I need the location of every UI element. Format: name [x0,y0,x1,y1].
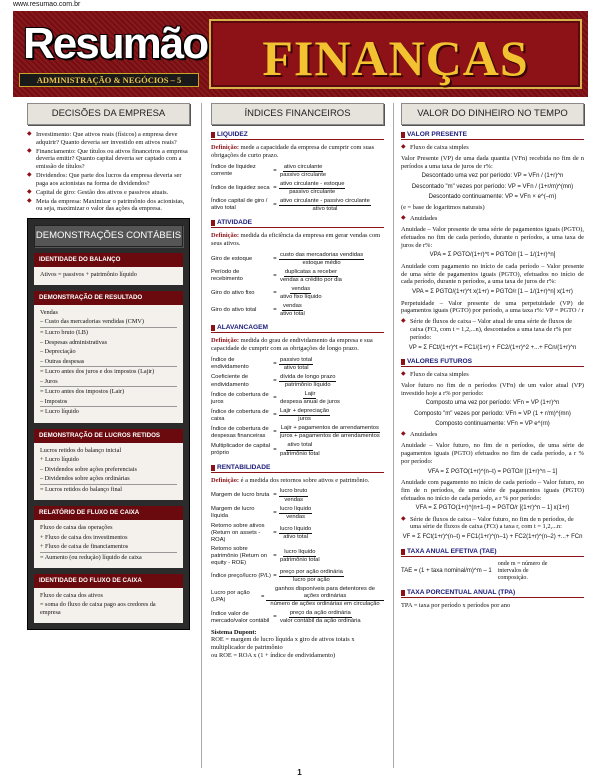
ratio-label: Giro do ativo total [211,307,257,314]
list-item: ◆ Investimento: Que ativos reais (físicos) a empresa deve adquirir? Quanto deveria ser investido em ativos reais? [27,131,190,147]
paragraph: Anuidade com pagamento no início de cada período – Valor presente de uma série de pagamentos iguais (PGTO), efetuados no início de cada período, durante n períodos, a uma taxa de juros de r%: [401,262,584,286]
ratio-formula: Retorno sobre patrimônio (Return on equity - ROE) = $\frac{\text{lucro líquido}}{\text{patrimônio total}}$ [211,545,320,566]
dupont-line: ou ROE = ROA x (1 + índice de endividamento) [211,651,336,659]
numerator: lucro líquido [279,506,312,514]
ratio-label: Margem de lucro líquida [211,506,255,520]
ratio-label: Índice de endividamento [211,357,249,371]
ratio-formula: Coeficiente de endividamento = $\frac{\text{dívida de longo prazo}}{\text{patrimônio líquido}}$ [211,373,336,389]
box-title: RELATÓRIO DE FLUXO DE CAIXA [34,506,183,520]
formula: VP = Σ FCt/(1+r)^t = FC1/(1+r) + FC2/(1+r)^2 +...+ FCn/(1+r)^n [408,344,577,351]
page-number: 1 [297,768,302,778]
fraction [279,252,364,267]
fraction [279,164,327,179]
paragraph: Anuidade com pagamento no início de cada período – Valor futuro, no fim de n períodos, de uma série de pagamentos iguais (PGTO) efetuados no início de cada período, a r % por período: [401,478,584,502]
column-indices [211,103,384,660]
header-banner [13,11,588,97]
alavancagem-formulas [211,357,384,458]
box-line: + Fluxo de caixa de financiamentos [40,542,177,553]
numerator: duplicatas a receber [284,269,338,277]
dupont-title: Sistema Dupont: [211,628,257,636]
box-title: DEMONSTRAÇÃO DE LUCROS RETIDOS [34,429,183,443]
fraction [279,506,312,521]
box-line: – Impostos [40,397,177,408]
column-divider [393,103,394,768]
box-line: + Lucro líquido [40,456,79,464]
logo-subtitle: ADMINISTRAÇÃO & NEGÓCIOS – 5 [19,73,199,87]
resultado-box [34,291,183,423]
box-line: – Despesas administrativas [40,338,108,346]
numerator: ativo circulante - passivo circulante [279,198,371,206]
tpa-line: TPA = taxa por período x períodos por ano [401,601,511,609]
paragraph: Anuidade – Valor presente de uma série de pagamentos iguais (PGTO), efetuados no fim de cada período, durante n períodos, a uma taxa de juros de r%: [401,226,584,249]
numerator: lucro bruto [279,488,308,496]
page-title: FINANÇAS [262,30,529,86]
definition-text: Definição: medida do grau de endividamento da empresa e sua capacidade de cumprir com as obrigações de longo prazo. [211,337,373,353]
fraction [279,425,381,440]
fluxo-box [34,506,183,568]
ratio-formula: Lucro por ação (LPA) = $\frac{\text{ganhos disponíveis para detentores de ações ordinárias}}{\text{número de ações ordinárias em circulação}}$ [211,586,384,608]
box-line: = Lucro bruto (LB) [40,328,88,336]
fraction [279,303,306,318]
ratio-formula: Giro do ativo total = $\frac{\text{vendas}}{\text{ativo total}}$ [211,303,305,318]
dupont-line: ROE = margem de lucro líquida x giro de ativos totais x multiplicador de patrimônio [211,636,355,652]
ratio-label: Índice de cobertura de juros [211,391,269,405]
ratio-formula: Giro do ativo fixo = $\frac{\text{vendas}}{\text{ativo fixo líquido}}$ [211,285,322,300]
ratio-formula: Margem de lucro líquida = $\frac{\text{lucro líquido}}{\text{vendas}}$ [211,505,312,520]
denominator: passivo circulante [289,188,336,195]
box-title: IDENTIDADE DO BALANÇO [34,253,183,267]
list-item: ◆ Dividendos: Que parte dos lucros da empresa deveria ser paga aos acionistas na forma de dividendos? [27,172,190,188]
numerator: vendas [290,286,311,294]
subheading-tpa: TAXA PORCENTUAL ANUAL (TPA) [401,589,584,598]
ratio-label: Índice de cobertura de despesas financeiras [211,425,269,439]
ratio-formula: Índice de cobertura de juros = $\frac{\text{Lajir}}{\text{despesa anual de juros}}$ [211,391,340,406]
ratio-label: Índice capital de giro / ativo total [211,198,268,212]
box-line: = soma do fluxo de caixa pago aos credores da empresa [40,601,156,616]
formula: Descontado "m" vezes por período: VP = VFn / (1+r/m)^(mn) [411,183,574,190]
denominator: ativo total [283,364,309,371]
formula: Composto continuamente: VFn = VP e^(rn) [435,421,550,427]
definition-text: Definição: é a medida dos retornos sobre ativos e patrimônio. [211,476,370,484]
paragraph: Valor Presente (VP) de uma dada quantia (VFn) recebida no fim de n períodos a uma taxa de juros de r%: [401,154,584,170]
ratio-formula: Período de recebimento = $\frac{\text{duplicatas a receber}}{\text{vendas a crédito por dia}}$ [211,268,342,283]
fraction [279,569,344,584]
list-item: ◆ Série de fluxos de caixa – Valor futuro, no fim de n períodos, de uma série de fluxos de caixa (FCt) a taxa r, com t = 1,2,...n: [401,516,584,532]
ratio-label: Índice de cobertura de caixa [211,408,269,422]
denominator: vendas a crédito por dia [280,276,342,283]
box-title: DEMONSTRAÇÃO DE RESULTADO [34,291,183,305]
denominator: ativo total [283,533,309,540]
box-line: – Juros [40,377,177,388]
logo-word: Resumão [23,19,208,68]
numerator: ativo circulante - estoque [279,181,345,189]
numerator: ativo total [286,442,313,450]
list-item: ◆ Anuidades [401,431,584,439]
site-url[interactable]: www.resumao.com.br [13,1,81,8]
fraction [279,374,336,389]
list-item: ◆ Meta da empresa: Maximizar o patrimônio dos acionistas, ou seja, maximizar o valor das ações da empresa. [27,198,190,214]
fraction [279,488,308,503]
formula: Composto uma vez por período: VFn = VP (1+r)^n [425,400,560,407]
fraction [279,286,323,301]
ratio-formula: Índice de cobertura de caixa = $\frac{\text{Lajir + depreciação}}{\text{juros}}$ [211,408,330,423]
box-line: – Custo das mercadorias vendidas (CMV) [40,317,177,328]
section-heading-indices: ÍNDICES FINANCEIROS [211,103,384,125]
ratio-label: Multiplicador de capital próprio [211,442,270,457]
rentabilidade-formulas [211,488,384,625]
list-item: ◆ Capital de giro: Gestão dos ativos e passivos atuais. [27,189,190,197]
denominator: ativo total [280,311,305,318]
box-line: – Depreciação [40,348,76,356]
column-divider [201,103,202,768]
box-line: Fluxo de caixa das operações [40,523,113,531]
ratio-formula: Margem de lucro bruta = $\frac{\text{lucro bruto}}{\text{vendas}}$ [211,488,308,503]
ratio-label: Retorno sobre patrimônio (Return on equity - ROE) [211,545,268,566]
numerator: preço por ação ordinária [279,569,344,577]
denominator: despesa anual de juros [280,399,340,406]
ratio-label: Margem de lucro bruta [211,492,270,499]
paragraph: (e = base de logaritmos naturais) [401,204,485,212]
definition-text: Definição: medida da eficiência da empresa em gerar vendas com seus ativos. [211,232,381,247]
numerator: Lajir [303,391,316,399]
ratio-formula: Índice preço/lucro (P/L) = $\frac{\text{preço por ação ordinária}}{\text{lucro por ação}}$ [211,569,343,584]
column-decisoes [27,103,190,630]
subheading-atividade: ATIVIDADE [211,219,384,228]
column-valor-tempo [401,103,584,609]
box-line: – Outras despesas [40,357,177,368]
ratio-formula: Índice valor de mercado/valor contábil = $\frac{\text{preço da ação ordinária}}{\text{valor contábil da ação ordinária}}$ [211,610,361,625]
formula: VPA = Σ PGTO/(1+r)^t = PGTO/r [1 – 1/(1+r)^n] [429,252,556,259]
subheading-tae: TAXA ANUAL EFETIVA (TAE) [401,548,584,557]
box-title: IDENTIDADE DO FLUXO DE CAIXA [34,574,183,588]
denominator: vendas [284,496,304,503]
numerator: lucro líquido [283,549,316,557]
paragraph: Anuidade – Valor futuro, no fim de n períodos, de uma série de pagamentos iguais (PGTO) efetuados no fim de cada período, a r % por período: [401,442,584,465]
lucros-box [34,429,183,500]
list-item: ◆ Série de fluxos de caixa – Valor atual de uma série de fluxos de caixa (FCt, com t = 1,2,...n), descontados a uma taxa de r% por período: [401,318,584,341]
formula: VFA = Σ PGTO(1+r)^(n–t) = PGTO/r [(1+r)^n – 1] [427,468,558,475]
formula: Descontado uma vez por período: VP = VFn / (1+r)^n [421,173,564,180]
definition-text: Definição: mede a capacidade da empresa de cumprir com suas obrigações de curto prazo. [211,144,375,159]
ratio-label: Lucro por ação (LPA) [211,590,250,604]
liquidez-formulas [211,164,384,213]
fraction [279,198,371,213]
box-line: + Fluxo de caixa dos investimentos [40,533,128,541]
box-line: = Lucros retidos do balanço final [40,485,123,493]
list-item: ◆ Fluxo de caixa simples [401,144,584,152]
paragraph: Valor futuro no fim de n períodos (VFn) de um valor atual (VP) investido hoje a r% por período: [401,381,584,397]
numerator: ativo circulante [283,164,324,172]
decisoes-list [27,131,190,213]
denominator: passivo circulante [280,171,327,178]
subheading-valores-futuros: VALORES FUTUROS [401,358,584,367]
title-band [209,19,582,89]
list-item: ◆ Financiamento: Que títulos ou ativos financeiros a empresa deveria emitir? Quanto capital deveria ser captado com a emissão de títulos? [27,148,190,171]
fraction [279,357,313,372]
box-line: = Aumento (ou redução) líquido de caixa [40,553,142,561]
ratio-label: Índice valor de mercado/valor contábil [211,610,270,624]
ratio-label: Índice de liquidez seca [211,184,270,191]
fraction [279,269,343,284]
subheading-rentabilidade: RENTABILIDADE [211,464,384,473]
numerator: dívida de longo prazo [279,374,336,382]
demonstracoes-panel [27,218,190,630]
ratio-formula: Multiplicador de capital próprio = $\frac{\text{ativo total}}{\text{patrimônio total}}$ [211,442,320,457]
fraction [279,549,321,564]
fraction [279,181,345,196]
denominator: juros [298,416,311,423]
numerator: passivo total [279,357,313,365]
denominator: patrimônio total [280,450,320,457]
section-heading-valor-tempo: VALOR DO DINHEIRO NO TEMPO [401,103,584,125]
ratio-label: Coeficiente de endividamento [211,374,249,388]
ratio-label: Giro de estoque [211,255,253,262]
balanco-box [34,253,183,285]
box-line: Ativos = passivos + patrimônio líquido [40,270,137,278]
fraction [279,442,321,457]
ratio-formula: Índice de cobertura de despesas financeiras = $\frac{\text{Lajir + pagamentos de arrendamentos}}{\text{juros + pagamentos de arrendamentos}}$ [211,425,380,440]
numerator: custo das mercadorias vendidas [279,252,364,260]
box-line: Fluxo de caixa dos ativos [40,591,103,599]
fraction [279,526,312,541]
denominator: patrimônio líquido [284,382,331,389]
fraction [266,586,384,608]
ratio-formula: Giro de estoque = $\frac{\text{custo das mercadorias vendidas}}{\text{estoque médio}}$ [211,251,364,266]
ratio-formula: Índice capital de giro / ativo total = $\frac{\text{ativo circulante - passivo circulante}}{\text{ativo total}}$ [211,197,370,212]
ratio-formula: Índice de endividamento = $\frac{\text{passivo total}}{\text{ativo total}}$ [211,356,313,371]
brand-logo [19,17,208,91]
ratio-formula: Índice de liquidez corrente = $\frac{\text{ativo circulante}}{\text{passivo circulante}}$ [211,163,327,178]
ratio-label: Período de recebimento [211,269,243,283]
numerator: ganhos disponíveis para detentores de ações ordinárias [266,586,384,601]
fraction [279,408,330,423]
formula: Composto "m" vezes por período: VFn = VP (1 + r/m)^(mn) [414,410,571,417]
formula: VFA = Σ PGTO(1+r)^(n+1–t) = PGTO/r [(1+r)^n – 1] x(1+r) [415,505,570,512]
numerator: lucro líquido [279,526,312,534]
subheading-valor-presente: VALOR PRESENTE [401,131,584,140]
formula-note: onde m = número de intervalos de composição. [497,560,548,582]
denominator: ativo fixo líquido [280,294,322,300]
ratio-label: Giro do ativo fixo [211,289,255,296]
fraction [279,610,362,625]
section-heading-demonstracoes: DEMONSTRAÇÕES CONTÁBEIS [34,225,183,247]
numerator: Lajir + depreciação [279,408,330,416]
paragraph: Perpetuidade – Valor presente de uma perpetuidade (VP) de pagamentos iguais (PGTO) por período, a uma taxa r%: VP = PGTO / r [401,299,584,315]
subheading-alavancagem: ALAVANCAGEM [211,324,384,333]
box-line: = Lucro líquido [40,408,79,416]
denominator: vendas [286,513,305,520]
subheading-liquidez: LIQUIDEZ [211,131,384,140]
denominator: estoque médio [302,259,341,266]
formula: VF = Σ FCt(1+r)^(n–t) = FC1(1+r)^(n–1) + FC2(1+r)^(n–2) +...+ FCn [402,534,583,541]
formula: VPA = Σ PGTO/(1+r)^t x(1+r) = PGTO/r [1 – 1/(1+r)^n] x(1+r) [412,289,573,296]
box-line: – Dividendos sobre ações ordinárias [40,474,177,485]
denominator: juros + pagamentos de arrendamentos [280,433,380,440]
ratio-formula: Índice de liquidez seca = $\frac{\text{ativo circulante - estoque}}{\text{passivo circulante}}$ [211,180,345,195]
ratio-label: Índice de liquidez corrente [211,164,256,178]
section-heading-decisoes: DECISÕES DA EMPRESA [27,103,190,125]
formula: Descontado continuamente: VP = VFn × e^(–rn) [428,194,557,201]
box-line: – Dividendos sobre ações preferenciais [40,465,137,473]
ratio-formula: Retorno sobre ativos (Return on assets - ROA) = $\frac{\text{lucro líquido}}{\text{ativo total}}$ [211,522,312,543]
denominator: ativo total [312,205,338,212]
list-item: ◆ Fluxo de caixa simples [401,371,584,379]
box-line: Vendas [40,308,58,316]
identidade-fluxo-box [34,574,183,623]
atividade-formulas [211,252,384,319]
formula: TAE = (1 + taxa nominal/m)^m – 1 [401,567,492,574]
list-item: ◆ Anuidades [401,215,584,223]
box-line: = Lucro antes dos impostos (Lair) [40,388,125,396]
denominator: patrimônio total [280,556,320,563]
box-line: = Lucro antes dos juros e dos impostos (Lajir) [40,368,155,376]
box-line: Lucros retidos do balanço inicial [40,446,122,454]
ratio-label: Retorno sobre ativos (Return on assets - ROA) [211,522,265,543]
numerator: vendas [282,303,303,311]
numerator: Lajir + pagamentos de arrendamentos [280,425,380,433]
numerator: preço da ação ordinária [289,610,352,618]
fraction [279,391,341,406]
denominator: valor contábil da ação ordinária [280,618,361,625]
denominator: número de ações ordinárias em circulação [270,601,380,608]
denominator: lucro por ação [293,577,330,584]
ratio-label: Índice preço/lucro (P/L) [211,573,271,580]
